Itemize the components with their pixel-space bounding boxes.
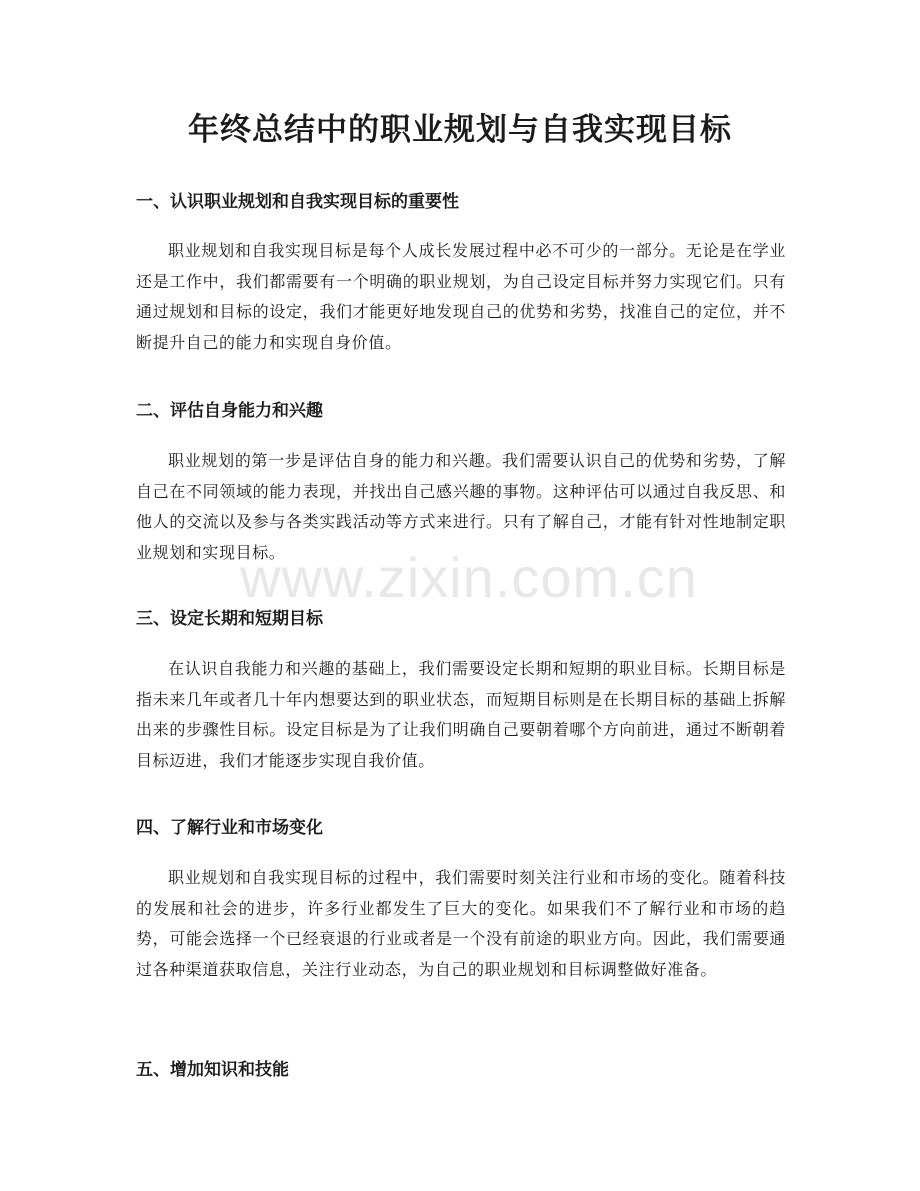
- section-4-heading: 四、了解行业和市场变化: [136, 818, 323, 838]
- section-1-heading: 一、认识职业规划和自我实现目标的重要性: [136, 192, 459, 212]
- section-2-heading: 二、评估自身能力和兴趣: [136, 401, 323, 421]
- watermark: www.zixin.com.cn: [240, 546, 698, 609]
- section-4-body: 职业规划和自我实现目标的过程中，我们需要时刻关注行业和市场的变化。随着科技的发展和社会的进步，许多行业都发生了巨大的变化。如果我们不了解行业和市场的趋势，可能会选择一个已经衰退的行业或者是一个没有前途的职业方向。因此，我们需要通过各种渠道获取信息，关注行业动态，为自己的职业规划和目标调整做好准备。: [136, 868, 786, 979]
- section-3-heading: 三、设定长期和短期目标: [136, 609, 323, 629]
- section-1-body: 职业规划和自我实现目标是每个人成长发展过程中必不可少的一部分。无论是在学业还是工作中，我们都需要有一个明确的职业规划，为自己设定目标并努力实现它们。只有通过规划和目标的设定，我们才能更好地发现自己的优势和劣势，找准自己的定位，并不断提升自己的能力和实现自身价值。: [136, 241, 786, 352]
- page-title: 年终总结中的职业规划与自我实现目标: [188, 112, 732, 148]
- section-3-body: 在认识自我能力和兴趣的基础上，我们需要设定长期和短期的职业目标。长期目标是指未来几年或者几十年内想要达到的职业状态，而短期目标则是在长期目标的基础上拆解出来的步骤性目标。设定目标是为了让我们明确自己要朝着哪个方向前进，通过不断朝着目标迈进，我们才能逐步实现自我价值。: [136, 659, 786, 770]
- section-2-body: 职业规划的第一步是评估自身的能力和兴趣。我们需要认识自己的优势和劣势，了解自己在不同领域的能力表现，并找出自己感兴趣的事物。这种评估可以通过自我反思、和他人的交流以及参与各类实践活动等方式来进行。只有了解自己，才能有针对性地制定职业规划和实现目标。: [136, 451, 786, 562]
- section-5-heading: 五、增加知识和技能: [136, 1060, 289, 1080]
